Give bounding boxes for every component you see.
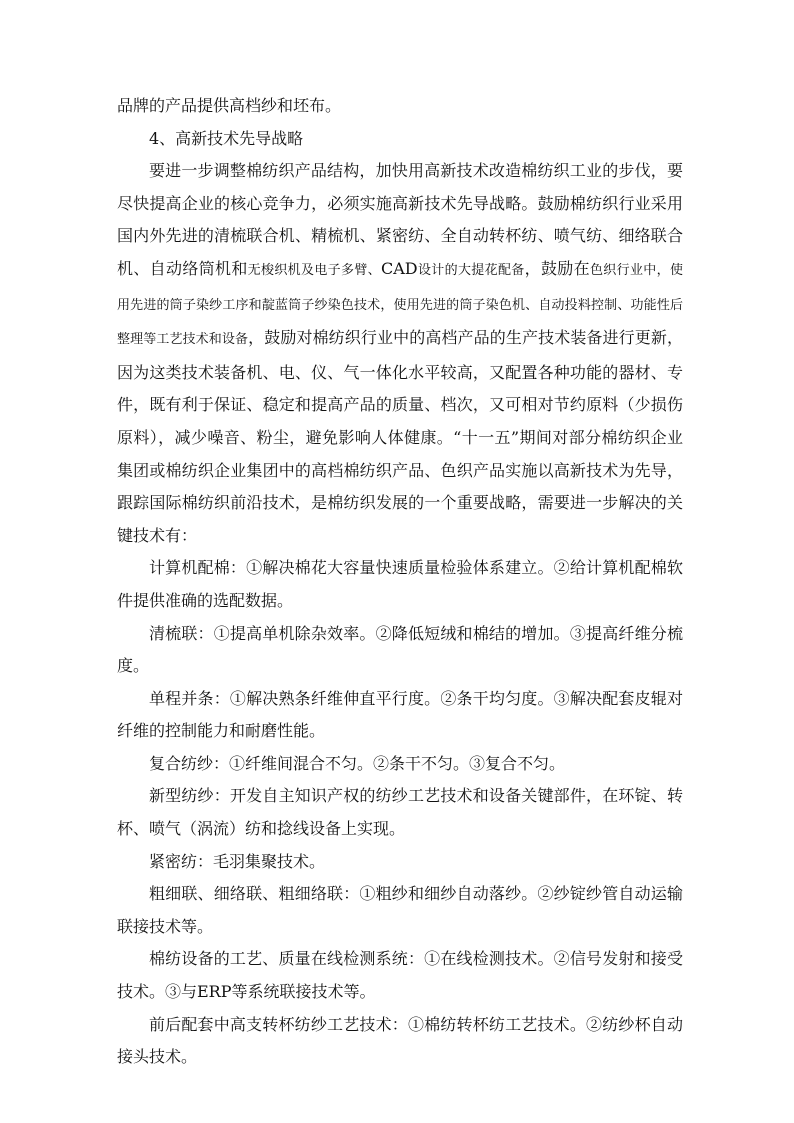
paragraph-intro: 品牌的产品提供高档纱和坯布。 bbox=[117, 96, 342, 115]
paragraph-composite-spinning: 复合纺纱：①纤维间混合不匀。②条干不匀。③复合不匀。 bbox=[149, 753, 566, 773]
paragraph-blowing-carding: 清梳联：①提高单机除杂效率。②降低短绒和棉结的增加。③提高纤维分梳度。 bbox=[117, 623, 683, 676]
text-segment: 要进一步调整棉纺织产品结构，加快用高新技术改造棉纺织工业的步伐，要尽快提高企业的核心竞争力，必须实施高新技术先导战略。鼓励棉纺织行业采用国内外先进的清梳联合机、精梳机、紧密纺、全自动转杯纺、喷气纺、细络联合机、自动络筒机和 bbox=[117, 161, 683, 278]
document-body bbox=[117, 90, 683, 1074]
paragraph-strategy bbox=[117, 155, 683, 552]
text-segment-small: 色织行业中，使用先进的筒子染纱工序和靛蓝筒子纱染色技术，使用先进的筒子染色机、自动投料控制、功能性后整理等工艺技术和设备 bbox=[117, 262, 683, 348]
paragraph-drawing: 单程并条：①解决熟条纤维伸直平行度。②条干均匀度。③解决配套皮辊对纤维的控制能力和耐磨性能。 bbox=[117, 688, 683, 741]
paragraph-rotor-spinning: 前后配套中高支转杯纺纱工艺技术：①棉纺转杯纺工艺技术。②纺纱杯自动接头技术。 bbox=[117, 1014, 683, 1067]
paragraph-new-spinning: 新型纺纱：开发自主知识产权的纺纱工艺技术和设备关键部件，在环锭、转杯、喷气（涡流）纺和捻线设备上实现。 bbox=[117, 786, 683, 839]
section-heading: 4、高新技术先导战略 bbox=[149, 128, 304, 148]
text-segment-small: 无梭织机及电子多臂、 bbox=[247, 262, 381, 278]
text-segment: ，鼓励在 bbox=[524, 258, 590, 278]
paragraph-computer-cotton: 计算机配棉：①解决棉花大容量快速质量检验体系建立。②给计算机配棉软件提供准确的选配数据。 bbox=[117, 558, 683, 610]
text-segment-small: 设计的大提花配备 bbox=[417, 262, 525, 278]
paragraph-online-detection: 棉纺设备的工艺、质量在线检测系统：①在线检测技术。②信号发射和接受技术。③与ERP等系统联接技术等。 bbox=[117, 949, 683, 1002]
text-segment: CAD bbox=[381, 258, 418, 278]
paragraph-roving-winding: 粗细联、细络联、粗细络联：①粗纱和细纱自动落纱。②纱锭纱管自动运输联接技术等。 bbox=[117, 884, 683, 936]
paragraph-compact-spinning: 紧密纺：毛羽集聚技术。 bbox=[149, 851, 326, 871]
text-segment: ，鼓励对棉纺织行业中的高档产品的生产技术装备进行更新，因为这类技术装备机、电、仪、气一体化水平较高，又配置各种功能的器材、专件，既有利于保证、稳定和提高产品的质量、档次，又可相对节约原料（少损伤原料），减少噪音、粉尘，避免影响人体健康。“十一五”期间对部分棉纺织企业集团或棉纺织企业集团中的高档棉纺织产品、色织产品实施以高新技术为先导，跟踪国际棉纺织前沿技术，是棉纺织发展的一个重要战略，需要进一步解决的关键技术有： bbox=[117, 328, 683, 545]
